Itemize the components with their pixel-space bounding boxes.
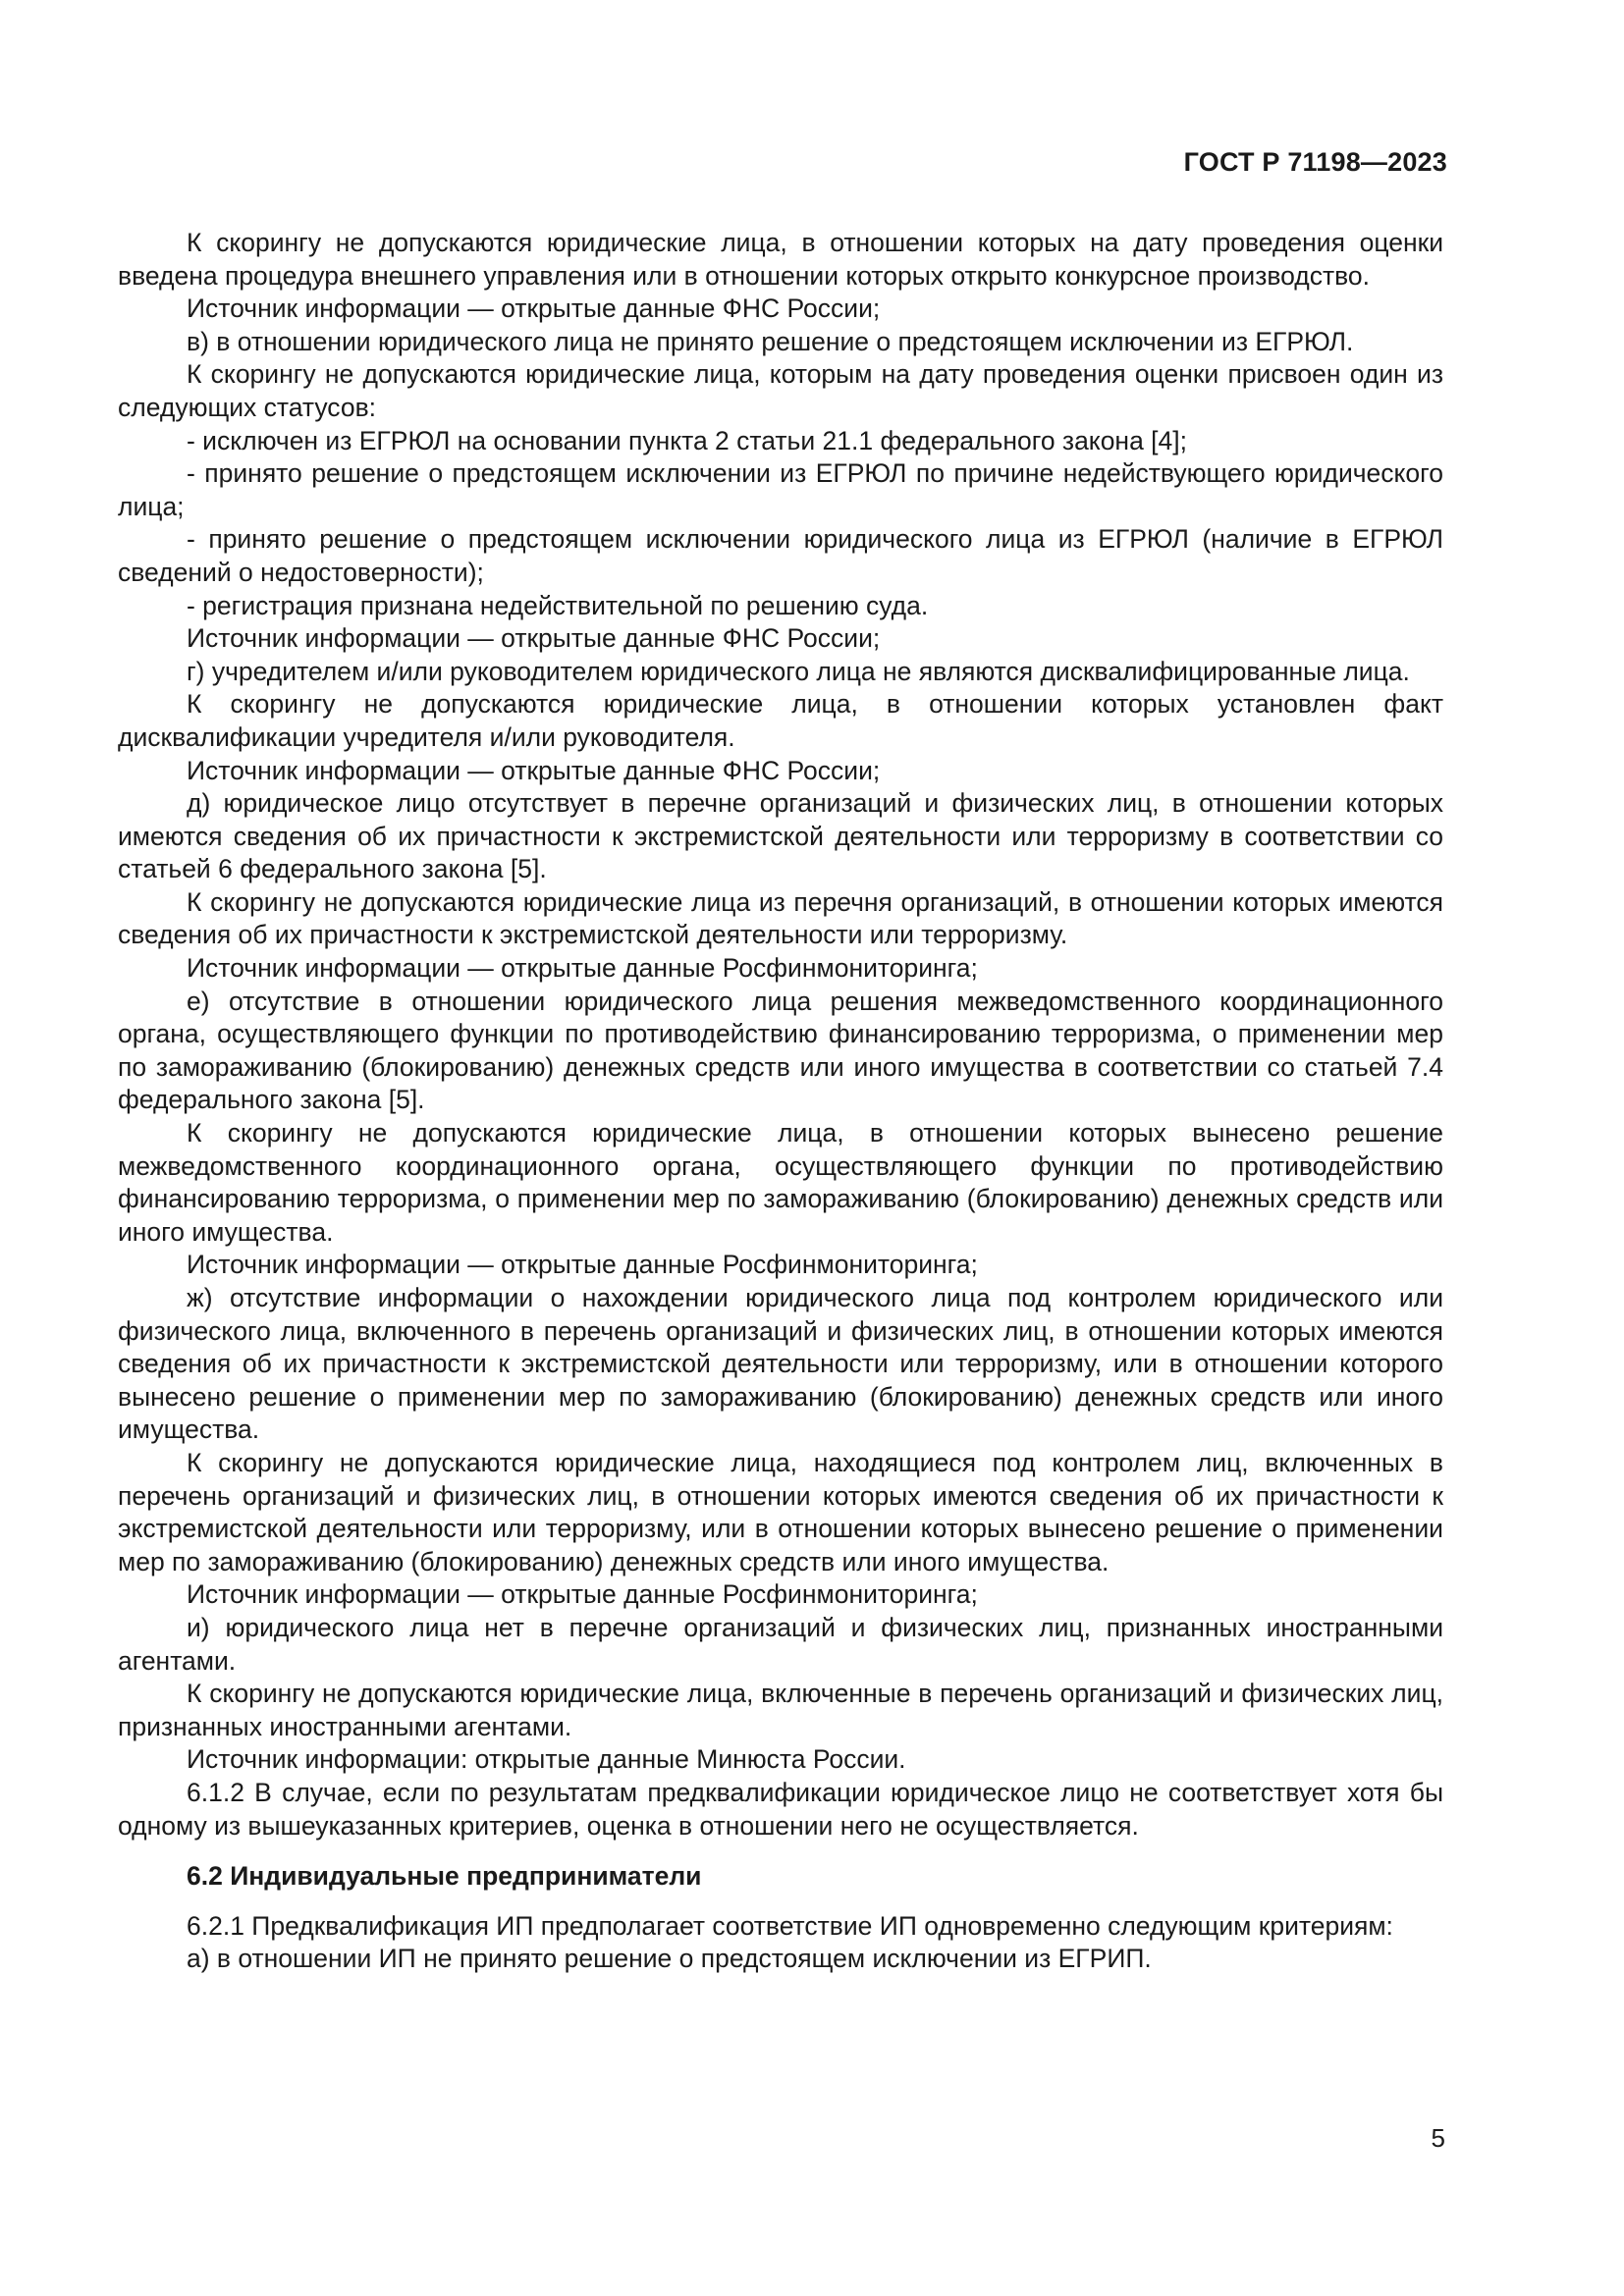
paragraph: Источник информации — открытые данные Росфинмониторинга; [187, 953, 978, 984]
paragraph: а) в отношении ИП не принято решение о предстоящем исключении из ЕГРИП. [187, 1944, 1152, 1974]
page-number: 5 [1431, 2123, 1445, 2153]
paragraph: К скорингу не допускаются юридические лица, включенные в перечень организаций и физических лиц, признанных иностранными агентами. [118, 1679, 1443, 1741]
paragraph: Источник информации — открытые данные ФНС России; [187, 294, 881, 324]
list-item: - регистрация признана недействительной по решению суда. [187, 590, 929, 620]
section-heading: 6.2 Индивидуальные предприниматели [187, 1861, 702, 1892]
paragraph: К скорингу не допускаются юридические лица, в отношении которых вынесено решение межведомственного координационного органа, осуществляющего функции по противодействию финансированию терроризма, о применении мер по замораживанию (блокированию) денежных средств или иного имущества. [118, 1118, 1443, 1247]
paragraph: К скорингу не допускаются юридические лица из перечня организаций, в отношении которых имеются сведения об их причастности к экстремистской деятельности или терроризму. [118, 886, 1443, 950]
paragraph: г) учредителем и/или руководителем юридического лица не являются дисквалифицированные лица. [187, 656, 1410, 686]
paragraph: 6.1.2 В случае, если по результатам предквалификации юридическое лицо не соответствует хотя бы одному из вышеуказанных критериев, оценка в отношении него не осуществляется. [118, 1777, 1443, 1841]
paragraph: е) отсутствие в отношении юридического лица решения межведомственного координационного органа, осуществляющего функции по противодействию финансированию терроризма, о применении мер по замораживанию (блокированию) денежных средств или иного имущества в соответствии со статьей 7.4 федерального закона [5]. [118, 986, 1443, 1115]
paragraph: Источник информации: открытые данные Минюста России. [187, 1744, 906, 1775]
paragraph: в) в отношении юридического лица не принято решение о предстоящем исключении из ЕГРЮЛ. [187, 326, 1354, 356]
paragraph: К скорингу не допускаются юридические лица, в отношении которых на дату проведения оценки введена процедура внешнего управления или в отношении которых открыто конкурсное производство. [118, 228, 1443, 291]
paragraph: 6.2.1 Предквалификация ИП предполагает соответствие ИП одновременно следующим критериям: [187, 1910, 1393, 1941]
paragraph: Источник информации — открытые данные Росфинмониторинга; [187, 1579, 978, 1610]
paragraph: К скорингу не допускаются юридические лица, которым на дату проведения оценки присвоен один из следующих статусов: [118, 359, 1443, 422]
paragraph: Источник информации — открытые данные Росфинмониторинга; [187, 1250, 978, 1280]
paragraph: Источник информации — открытые данные ФНС России; [187, 755, 881, 785]
paragraph: д) юридическое лицо отсутствует в перечне организаций и физических лиц, в отношении которых имеются сведения об их причастности к экстремистской деятельности или терроризму в соответствии со статьей 6 федерального закона [5]. [118, 788, 1443, 884]
list-item: - исключен из ЕГРЮЛ на основании пункта 2 статьи 21.1 федерального закона [4]; [187, 425, 1187, 455]
paragraph: Источник информации — открытые данные ФНС России; [187, 623, 881, 654]
paragraph: ж) отсутствие информации о нахождении юридического лица под контролем юридического или физического лица, включенного в перечень организаций и физических лиц, в отношении которых имеются сведения об их причастности к экстремистской деятельности или терроризму, или в отношении которого вынесено решение о применении мер по замораживанию (блокированию) денежных средств или иного имущества. [118, 1283, 1443, 1445]
paragraph: К скорингу не допускаются юридические лица, в отношении которых установлен факт дисквалификации учредителя и/или руководителя. [118, 689, 1443, 752]
list-item: - принято решение о предстоящем исключении юридического лица из ЕГРЮЛ (наличие в ЕГРЮЛ сведений о недостоверности); [118, 524, 1443, 587]
document-code-header: ГОСТ Р 71198—2023 [1183, 147, 1447, 177]
list-item: - принято решение о предстоящем исключении из ЕГРЮЛ по причине недействующего юридического лица; [118, 458, 1443, 521]
paragraph: и) юридического лица нет в перечне организаций и физических лиц, признанных иностранными агентами. [118, 1612, 1443, 1676]
document-body [118, 227, 1443, 1976]
paragraph: К скорингу не допускаются юридические лица, находящиеся под контролем лиц, включенных в перечень организаций и физических лиц, в отношении которых имеются сведения об их причастности к экстремистской деятельности или терроризму, или в отношении которых вынесено решение о применении мер по замораживанию (блокированию) денежных средств или иного имущества. [118, 1447, 1443, 1576]
